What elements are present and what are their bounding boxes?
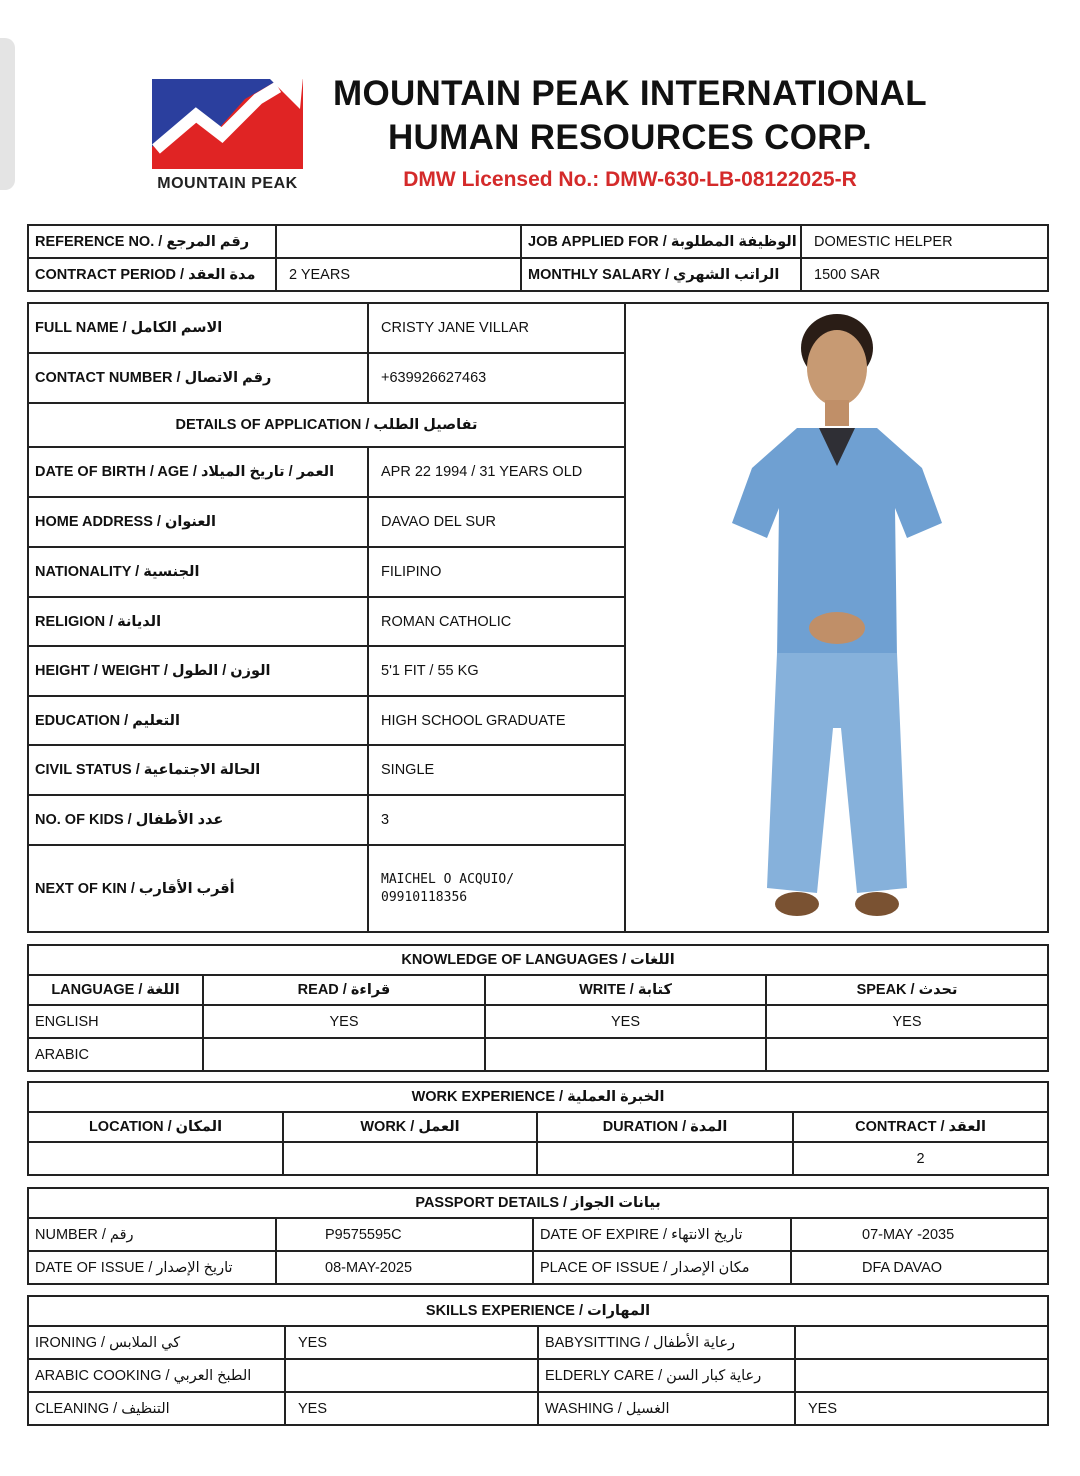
skill-value xyxy=(285,1359,538,1392)
skills-table xyxy=(27,1295,1049,1426)
work-experience-table xyxy=(27,1081,1049,1176)
place-of-issue-label: PLACE OF ISSUE / مكان الإصدار xyxy=(533,1251,791,1284)
company-logo xyxy=(150,77,305,197)
skill-value: YES xyxy=(795,1392,1048,1425)
religion-label: RELIGION / الديانة xyxy=(28,597,368,646)
next-of-kin-label: NEXT OF KIN / أقرب الأقارب xyxy=(28,845,368,932)
languages-header: KNOWLEDGE OF LANGUAGES / اللغات xyxy=(28,945,1048,975)
write-value: YES xyxy=(485,1005,766,1038)
table-row xyxy=(28,1038,1048,1071)
education-value: HIGH SCHOOL GRADUATE xyxy=(368,696,625,745)
skill-label: CLEANING / التنظيف xyxy=(28,1392,285,1425)
company-header xyxy=(310,72,950,192)
full-name-value: CRISTY JANE VILLAR xyxy=(368,303,625,353)
duration-column-header: DURATION / المدة xyxy=(537,1112,793,1142)
skill-value: YES xyxy=(285,1392,538,1425)
skill-label: WASHING / الغسيل xyxy=(538,1392,795,1425)
skill-value xyxy=(795,1359,1048,1392)
skill-value xyxy=(795,1326,1048,1359)
passport-header: PASSPORT DETAILS / بيانات الجواز xyxy=(28,1188,1048,1218)
read-value xyxy=(203,1038,485,1071)
applicant-photo-figure xyxy=(717,308,957,928)
skill-label: ARABIC COOKING / الطبخ العربي xyxy=(28,1359,285,1392)
work-column-header: WORK / العمل xyxy=(283,1112,537,1142)
contract-column-header: CONTRACT / العقد xyxy=(793,1112,1048,1142)
date-of-issue-label: DATE OF ISSUE / تاريخ الإصدار xyxy=(28,1251,276,1284)
table-row xyxy=(28,1359,1048,1392)
education-label: EDUCATION / التعليم xyxy=(28,696,368,745)
passport-number-value: P9575595C xyxy=(276,1218,533,1251)
job-applied-label: JOB APPLIED FOR / الوظيفة المطلوبة xyxy=(521,225,801,258)
contract-period-value: 2 YEARS xyxy=(276,258,521,291)
languages-table xyxy=(27,944,1049,1072)
side-tab xyxy=(0,38,15,190)
no-of-kids-label: NO. OF KIDS / عدد الأطفال xyxy=(28,795,368,845)
contract-period-label: CONTRACT PERIOD / مدة العقد xyxy=(28,258,276,291)
date-of-birth-label: DATE OF BIRTH / AGE / العمر / تاريخ الميلاد xyxy=(28,447,368,497)
skills-header: SKILLS EXPERIENCE / المهارات xyxy=(28,1296,1048,1326)
civil-status-value: SINGLE xyxy=(368,745,625,795)
skill-value: YES xyxy=(285,1326,538,1359)
company-name-line1: MOUNTAIN PEAK INTERNATIONAL xyxy=(333,74,927,113)
monthly-salary-value: 1500 SAR xyxy=(801,258,1048,291)
logo-text: MOUNTAIN PEAK xyxy=(157,175,298,192)
job-table xyxy=(27,224,1049,292)
language-name: ENGLISH xyxy=(28,1005,203,1038)
speak-value: YES xyxy=(766,1005,1048,1038)
passport-number-label: NUMBER / رقم xyxy=(28,1218,276,1251)
write-value xyxy=(485,1038,766,1071)
company-name-line2: HUMAN RESOURCES CORP. xyxy=(387,118,873,157)
place-of-issue-value: DFA DAVAO xyxy=(791,1251,1048,1284)
nationality-label: NATIONALITY / الجنسية xyxy=(28,547,368,597)
language-column-header: LANGUAGE / اللغة xyxy=(28,975,203,1005)
table-row xyxy=(28,1326,1048,1359)
next-of-kin-phone: 09910118356 xyxy=(381,889,468,905)
date-of-issue-value: 08-MAY-2025 xyxy=(276,1251,533,1284)
job-applied-value: DOMESTIC HELPER xyxy=(801,225,1048,258)
date-of-expire-label: DATE OF EXPIRE / تاريخ الانتهاء xyxy=(533,1218,791,1251)
duration-value xyxy=(537,1142,793,1175)
height-weight-label: HEIGHT / WEIGHT / الوزن / الطول xyxy=(28,646,368,696)
home-address-value: DAVAO DEL SUR xyxy=(368,497,625,547)
full-name-label: FULL NAME / الاسم الكامل xyxy=(28,303,368,353)
nationality-value: FILIPINO xyxy=(368,547,625,597)
reference-value xyxy=(276,225,521,258)
religion-value: ROMAN CATHOLIC xyxy=(368,597,625,646)
details-of-application-header: DETAILS OF APPLICATION / تفاصيل الطلب xyxy=(28,403,625,447)
skill-label: IRONING / كي الملابس xyxy=(28,1326,285,1359)
speak-value xyxy=(766,1038,1048,1071)
height-weight-value: 5'1 FIT / 55 KG xyxy=(368,646,625,696)
next-of-kin-value xyxy=(368,845,625,932)
date-of-birth-value: APR 22 1994 / 31 YEARS OLD xyxy=(368,447,625,497)
civil-status-label: CIVIL STATUS / الحالة الاجتماعية xyxy=(28,745,368,795)
contract-value: 2 xyxy=(793,1142,1048,1175)
speak-column-header: SPEAK / تحدث xyxy=(766,975,1048,1005)
no-of-kids-value: 3 xyxy=(368,795,625,845)
work-value xyxy=(283,1142,537,1175)
table-row xyxy=(28,1142,1048,1175)
applicant-photo xyxy=(625,303,1048,932)
date-of-expire-value: 07-MAY -2035 xyxy=(791,1218,1048,1251)
monthly-salary-label: MONTHLY SALARY / الراتب الشهري xyxy=(521,258,801,291)
skill-label: ELDERLY CARE / رعاية كبار السن xyxy=(538,1359,795,1392)
reference-label: REFERENCE NO. / رقم المرجع xyxy=(28,225,276,258)
logo-mountain-icon xyxy=(150,77,305,172)
location-column-header: LOCATION / المكان xyxy=(28,1112,283,1142)
language-name: ARABIC xyxy=(28,1038,203,1071)
contact-number-value: +639926627463 xyxy=(368,353,625,403)
table-row xyxy=(28,1005,1048,1038)
personal-details-table xyxy=(27,302,1049,933)
contact-number-label: CONTACT NUMBER / رقم الاتصال xyxy=(28,353,368,403)
passport-table xyxy=(27,1187,1049,1285)
location-value xyxy=(28,1142,283,1175)
read-value: YES xyxy=(203,1005,485,1038)
read-column-header: READ / قراءة xyxy=(203,975,485,1005)
table-row xyxy=(28,1392,1048,1425)
home-address-label: HOME ADDRESS / العنوان xyxy=(28,497,368,547)
work-experience-header: WORK EXPERIENCE / الخبرة العملية xyxy=(28,1082,1048,1112)
license-number: DMW Licensed No.: DMW-630-LB-08122025-R xyxy=(403,168,857,191)
next-of-kin-name: MAICHEL O ACQUIO/ xyxy=(381,871,515,887)
write-column-header: WRITE / كتابة xyxy=(485,975,766,1005)
skill-label: BABYSITTING / رعاية الأطفال xyxy=(538,1326,795,1359)
